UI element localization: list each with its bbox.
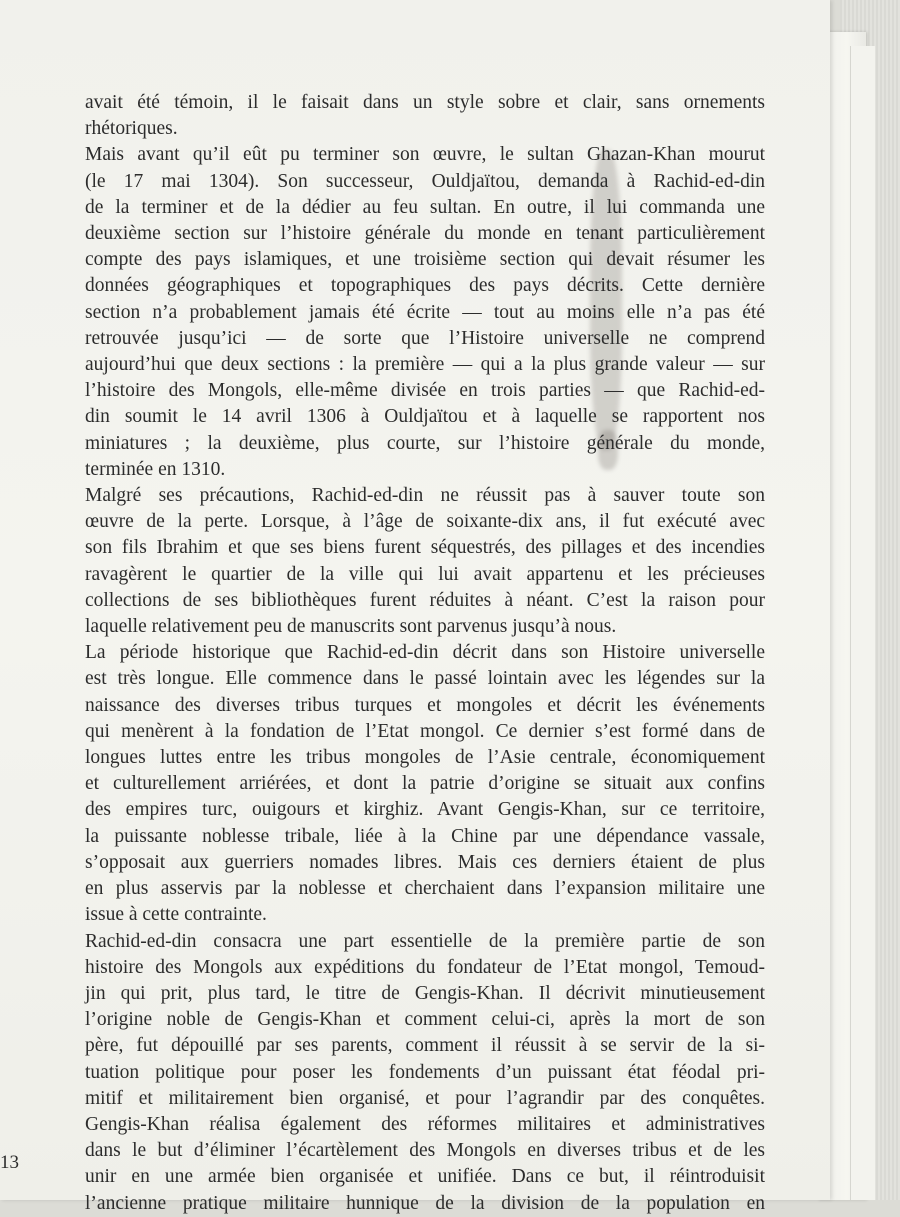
text-line: tuation politique pour poser les fondements d’un puissant état féodal pri- xyxy=(85,1061,765,1083)
text-line: compte des pays islamiques, et une troisième section qui devait résumer les xyxy=(85,249,765,271)
text-line: Gengis-Khan réalisa également des réformes militaires et administratives xyxy=(85,1113,765,1135)
paragraph xyxy=(85,90,765,142)
text-line: avait été témoin, il le faisait dans un style sobre et clair, sans ornements xyxy=(85,92,765,113)
text-line: Rachid-ed-din consacra une part essentielle de la première partie de son xyxy=(85,930,765,952)
text-line: est très longue. Elle commence dans le passé lointain avec les légendes sur la xyxy=(85,668,765,690)
text-line: rhétoriques. xyxy=(85,118,178,140)
text-line: l’histoire des Mongols, elle-même divisée en trois parties — que Rachid-ed- xyxy=(85,380,765,402)
text-line: dans le but d’éliminer l’écartèlement des Mongols en diverses tribus et de les xyxy=(85,1140,765,1162)
text-line: la puissante noblesse tribale, liée à la Chine par une dépendance vassale, xyxy=(85,825,765,847)
text-line: jin qui prit, plus tard, le titre de Gengis-Khan. Il décrivit minutieusement xyxy=(85,982,765,1004)
paragraph xyxy=(85,929,765,1217)
text-line: deuxième section sur l’histoire générale du monde en tenant particulièrement xyxy=(85,223,765,245)
text-line: qui menèrent à la fondation de l’Etat mongol. Ce dernier s’est formé dans de xyxy=(85,720,765,742)
text-line: longues luttes entre les tribus mongoles de l’Asie centrale, économiquement xyxy=(85,747,765,769)
text-line: issue à cette contrainte. xyxy=(85,904,267,926)
text-line: l’origine noble de Gengis-Khan et comment celui-ci, après la mort de son xyxy=(85,1009,765,1031)
text-line: Mais avant qu’il eût pu terminer son œuvre, le sultan Ghazan-Khan mourut xyxy=(85,144,765,166)
text-line: section n’a probablement jamais été écrite — tout au moins elle n’a pas été xyxy=(85,301,765,323)
text-line: miniatures ; la deuxième, plus courte, sur l’histoire générale du monde, xyxy=(85,432,765,454)
body-text xyxy=(85,90,765,1217)
paragraph xyxy=(85,640,765,928)
text-line: terminée en 1310. xyxy=(85,458,226,480)
text-line: naissance des diverses tribus turques et mongoles et décrit les événements xyxy=(85,694,765,716)
page-number: 13 xyxy=(0,1152,19,1173)
text-line: La période historique que Rachid-ed-din décrit dans son Histoire universelle xyxy=(85,642,765,664)
text-line: unir en une armée bien organisée et unifiée. Dans ce but, il réintroduisit xyxy=(85,1166,765,1188)
page-edges-inner xyxy=(850,46,875,1200)
text-line: laquelle relativement peu de manuscrits sont parvenus jusqu’à nous. xyxy=(85,616,617,638)
text-line: de la terminer et de la dédier au feu sultan. En outre, il lui commanda une xyxy=(85,196,765,218)
paragraph xyxy=(85,483,765,640)
text-line: ravagèrent le quartier de la ville qui lui avait appartenu et les précieuses xyxy=(85,563,765,585)
text-line: en plus asservis par la noblesse et cherchaient dans l’expansion militaire une xyxy=(85,878,765,900)
text-line: collections de ses bibliothèques furent réduites à néant. C’est la raison pour xyxy=(85,589,765,611)
paragraph xyxy=(85,142,765,483)
text-line: (le 17 mai 1304). Son successeur, Ouldjaïtou, demanda à Rachid-ed-din xyxy=(85,170,765,192)
text-line: histoire des Mongols aux expéditions du fondateur de l’Etat mongol, Temoud- xyxy=(85,956,765,978)
text-line: données géographiques et topographiques des pays décrits. Cette dernière xyxy=(85,275,765,297)
text-line: mitif et militairement bien organisé, et pour l’agrandir par des conquêtes. xyxy=(85,1087,765,1109)
text-line: des empires turc, ouigours et kirghiz. Avant Gengis-Khan, sur ce territoire, xyxy=(85,799,765,821)
text-line: l’ancienne pratique militaire hunnique de la division de la population en xyxy=(85,1192,765,1214)
text-line: et culturellement arriérées, et dont la patrie d’origine se situait aux confins xyxy=(85,773,765,795)
text-line: père, fut dépouillé par ses parents, comment il réussit à se servir de la si- xyxy=(85,1035,765,1057)
text-line: Malgré ses précautions, Rachid-ed-din ne réussit pas à sauver toute son xyxy=(85,485,765,507)
text-line: din soumit le 14 avril 1306 à Ouldjaïtou et à laquelle se rapportent nos xyxy=(85,406,765,428)
text-line: son fils Ibrahim et que ses biens furent séquestrés, des pillages et des incendies xyxy=(85,537,765,559)
text-line: œuvre de la perte. Lorsque, à l’âge de soixante-dix ans, il fut exécuté avec xyxy=(85,511,765,533)
text-line: aujourd’hui que deux sections : la première — qui a la plus grande valeur — sur xyxy=(85,354,765,376)
text-line: retrouvée jusqu’ici — de sorte que l’Histoire universelle ne comprend xyxy=(85,327,765,349)
text-line: s’opposait aux guerriers nomades libres. Mais ces derniers étaient de plus xyxy=(85,851,765,873)
